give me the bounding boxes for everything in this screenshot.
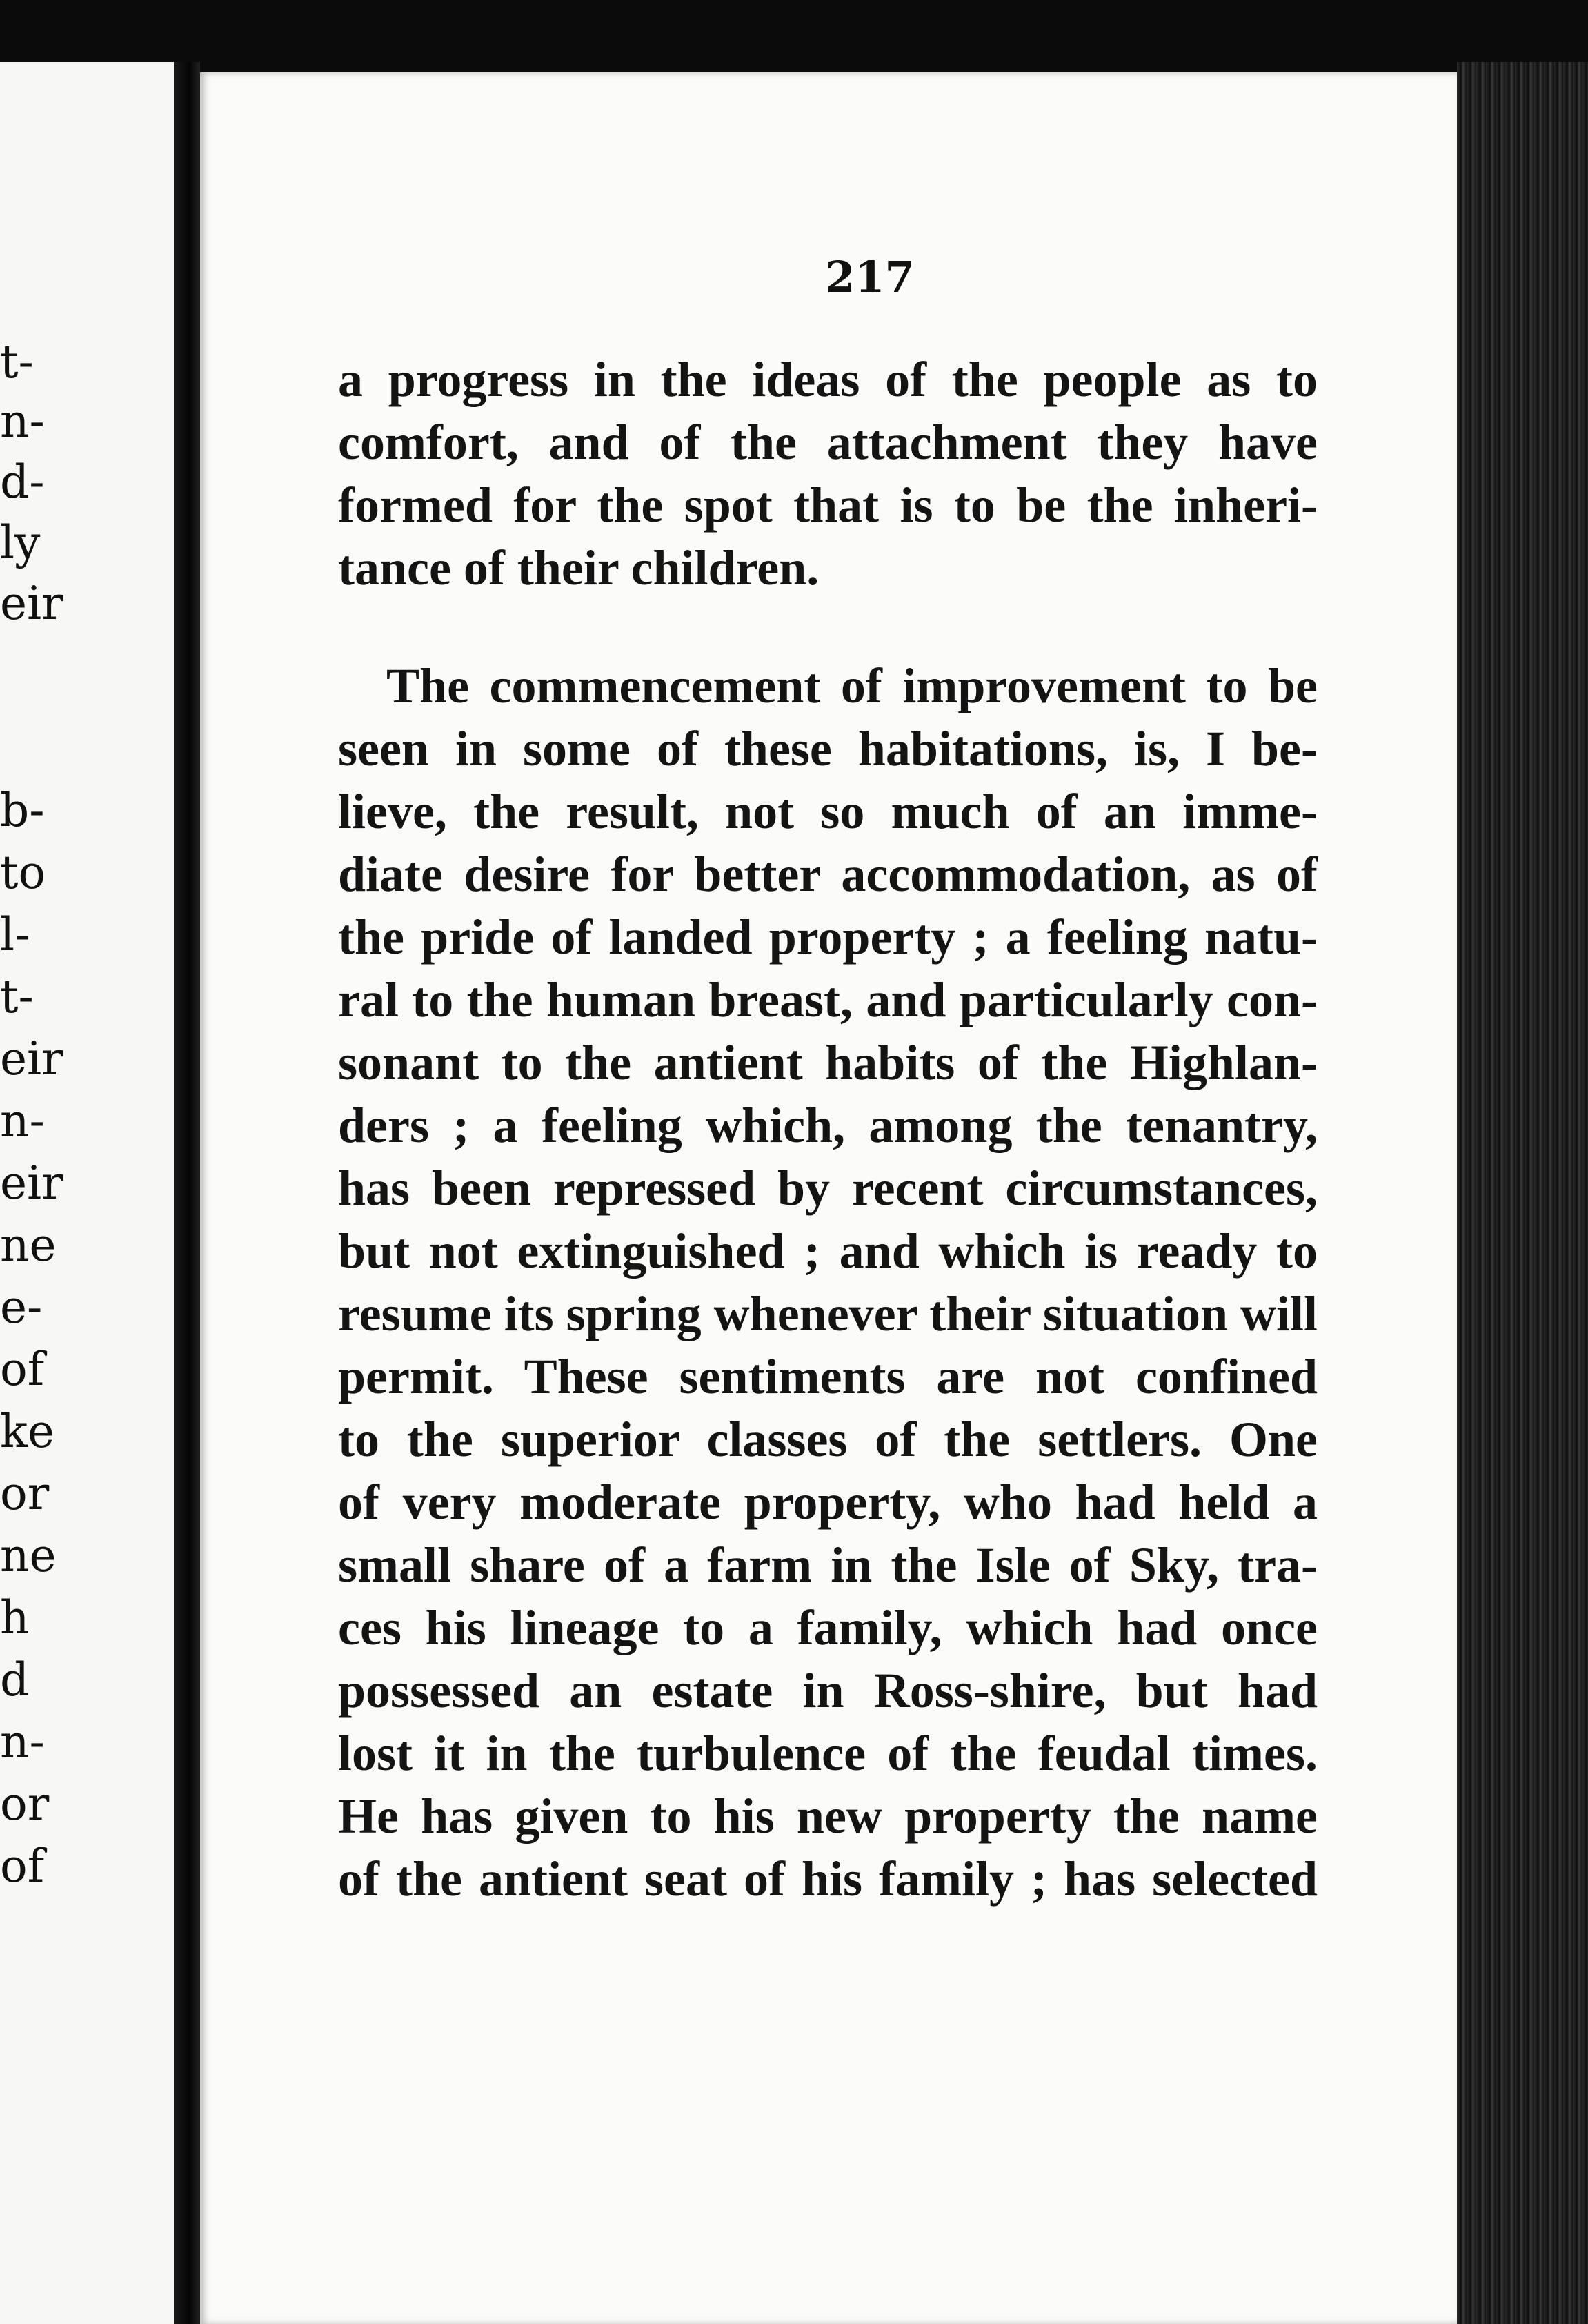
book-gutter xyxy=(174,62,200,2324)
text-line: formed for the spot that is to be the inheri- xyxy=(338,477,1318,533)
page-number: 217 xyxy=(825,252,915,302)
left-fragment: ly xyxy=(0,516,41,569)
left-fragment: or xyxy=(0,1778,50,1831)
text-line: comfort, and of the attachment they have xyxy=(338,415,1318,470)
text-line: but not extinguished ; and which is ready to xyxy=(338,1223,1318,1279)
left-fragment: ne xyxy=(0,1529,57,1582)
text-line: small share of a farm in the Isle of Sky, tra- xyxy=(338,1537,1318,1593)
text-line: of very moderate property, who had held a xyxy=(338,1475,1318,1530)
text-line: has been repressed by recent circumstances, xyxy=(338,1161,1318,1216)
left-fragment: b- xyxy=(0,784,45,837)
left-fragment: or xyxy=(0,1467,50,1520)
text-line: to the superior classes of the settlers. One xyxy=(338,1412,1318,1467)
text-line: The commencement of improvement to be xyxy=(386,658,1318,713)
left-fragment: eir xyxy=(0,1156,63,1210)
text-line: He has given to his new property the name xyxy=(338,1789,1318,1844)
text-line: a progress in the ideas of the people as to xyxy=(338,352,1318,407)
left-fragment: n- xyxy=(0,395,45,448)
text-line: ders ; a feeling which, among the tenantry, xyxy=(338,1098,1318,1153)
body-text xyxy=(338,348,1318,1911)
text-line: ral to the human breast, and particularly con- xyxy=(338,972,1318,1027)
text-line: diate desire for better accommodation, as of xyxy=(338,847,1318,902)
left-fragment: of xyxy=(0,1840,45,1893)
text-line: tance of their children. xyxy=(338,540,820,595)
left-fragment: t- xyxy=(0,970,34,1023)
page-stack-edge xyxy=(1457,62,1588,2324)
paragraph-break xyxy=(338,600,1318,655)
left-fragment: d- xyxy=(0,455,45,509)
left-fragment: eir xyxy=(0,577,63,630)
left-fragment: h xyxy=(0,1591,30,1644)
left-fragment: n- xyxy=(0,1715,45,1769)
text-line: ces his lineage to a family, which had once xyxy=(338,1600,1318,1655)
paragraph-1 xyxy=(338,348,1318,600)
left-fragment: n- xyxy=(0,1094,45,1148)
text-line: lieve, the result, not so much of an imme- xyxy=(338,784,1318,839)
text-line: lost it in the turbulence of the feudal times. xyxy=(338,1726,1318,1781)
left-fragment: to xyxy=(0,846,46,899)
left-fragment: of xyxy=(0,1343,45,1396)
left-fragment: t- xyxy=(0,335,34,388)
text-line: resume its spring whenever their situation will xyxy=(338,1286,1318,1341)
left-fragment: d xyxy=(0,1653,30,1706)
left-facing-page xyxy=(0,62,174,2324)
right-page xyxy=(200,72,1457,2324)
text-line: seen in some of these habitations, is, I be- xyxy=(338,721,1318,776)
left-fragment: l- xyxy=(0,908,30,961)
text-line: of the antient seat of his family ; has selected xyxy=(338,1851,1318,1907)
text-line: possessed an estate in Ross-shire, but had xyxy=(338,1663,1318,1718)
text-line: sonant to the antient habits of the Highlan- xyxy=(338,1035,1318,1090)
left-fragment: eir xyxy=(0,1032,63,1085)
text-line: the pride of landed property ; a feeling natu- xyxy=(338,909,1318,965)
left-page-text-fragments xyxy=(0,62,174,2324)
text-line: permit. These sentiments are not confined xyxy=(338,1349,1318,1404)
left-fragment: ke xyxy=(0,1405,55,1458)
paragraph-2 xyxy=(338,655,1318,1911)
left-fragment: e- xyxy=(0,1281,43,1334)
left-fragment: ne xyxy=(0,1219,57,1272)
